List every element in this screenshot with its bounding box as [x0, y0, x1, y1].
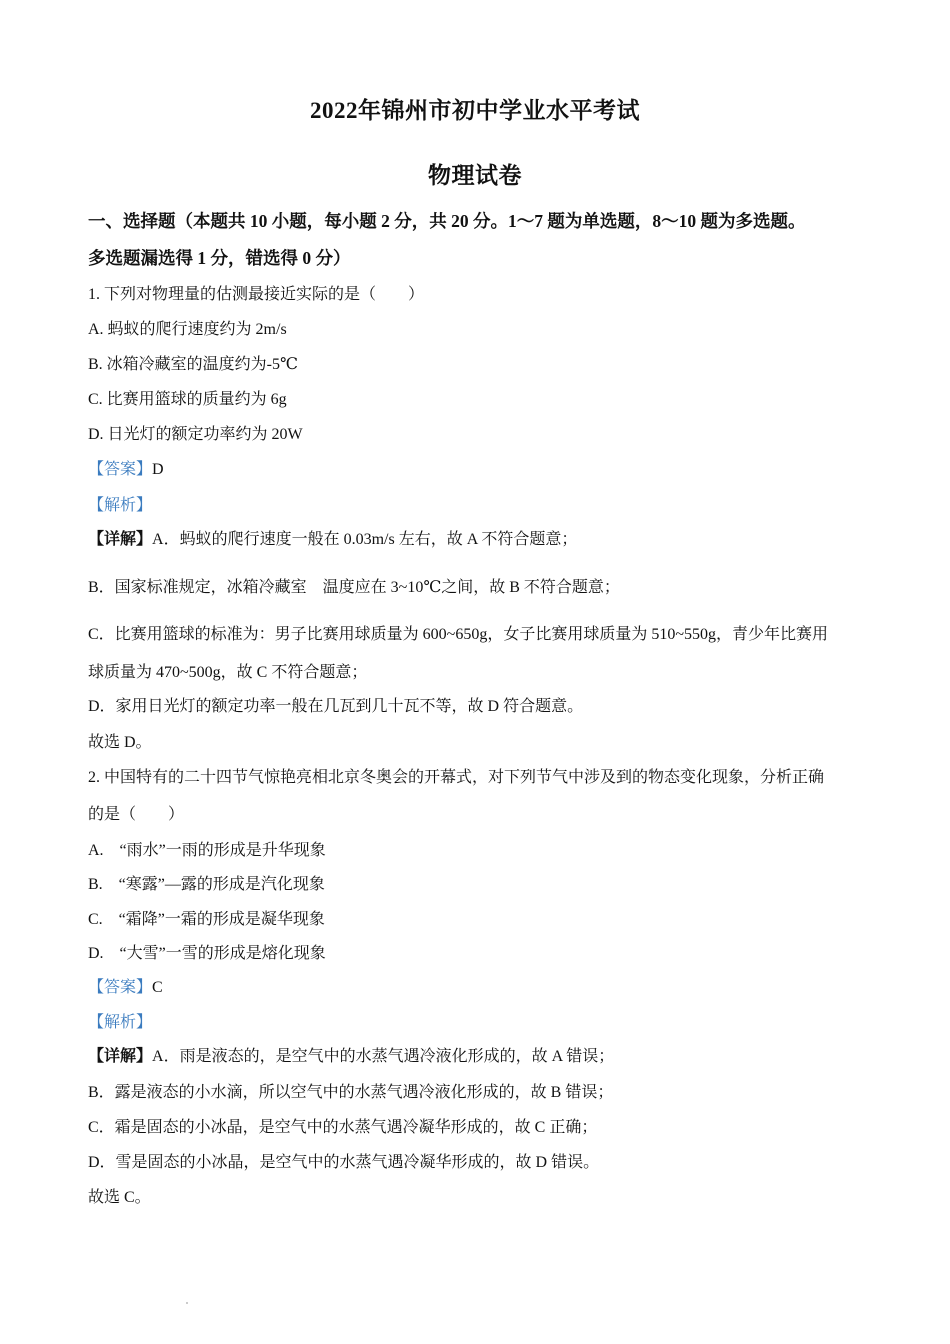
- footer-mark: [186, 1302, 188, 1304]
- q2-analysis-tag: 【解析】: [88, 1014, 153, 1031]
- q2-detail-tag: 【详解】: [88, 1048, 153, 1065]
- q1-option-a: A. 蚂蚁的爬行速度约为 2m/s: [88, 321, 287, 338]
- q2-answer-value: C: [152, 979, 163, 996]
- q2-detail-line-3: C．霜是固态的小冰晶，是空气中的水蒸气遇冷凝华形成的，故 C 正确；: [88, 1119, 598, 1136]
- q1-stem: 1. 下列对物理量的估测最接近实际的是（ ）: [88, 286, 425, 303]
- q1-detail-line-4: 球质量为 470~500g，故 C 不符合题意；: [88, 664, 368, 681]
- q2-conclusion: 故选 C。: [88, 1189, 151, 1206]
- q1-option-b: B. 冰箱冷藏室的温度约为-5℃: [88, 356, 298, 373]
- q1-conclusion: 故选 D。: [88, 734, 152, 751]
- q1-answer: [88, 460, 164, 480]
- q1-detail-line-3: C．比赛用篮球的标准为：男子比赛用球质量为 600~650g，女子比赛用球质量为 510~550g，青少年比赛用: [88, 626, 828, 643]
- q2-stem-line2: 的是（ ）: [88, 806, 185, 823]
- q1-analysis: [88, 496, 152, 516]
- q2-stem-line1: 2. 中国特有的二十四节气惊艳亮相北京冬奥会的开幕式，对下列节气中涉及到的物态变化现象，分析正确: [88, 769, 825, 786]
- q2-detail-line-2: B．露是液态的小水滴，所以空气中的水蒸气遇冷液化形成的，故 B 错误；: [88, 1084, 614, 1101]
- q1-analysis-tag: 【解析】: [88, 497, 153, 514]
- q1-detail-tag: 【详解】: [88, 531, 153, 548]
- q1-detail-line-5: D．家用日光灯的额定功率一般在几瓦到几十瓦不等，故 D 符合题意。: [88, 698, 584, 715]
- q1-detail-text-1: A．蚂蚁的爬行速度一般在 0.03m/s 左右，故 A 不符合题意；: [152, 531, 578, 548]
- q2-answer-tag: 【答案】: [88, 979, 153, 996]
- section-heading-line2: 多选题漏选得 1 分，错选得 0 分）: [88, 248, 351, 268]
- exam-title: 2022年锦州市初中学业水平考试: [310, 98, 640, 123]
- q1-detail-line-1: [88, 530, 577, 550]
- q2-detail-line-1: [88, 1047, 614, 1067]
- q2-option-d: D. “大雪”一雪的形成是熔化现象: [88, 945, 326, 962]
- q2-detail-line-4: D．雪是固态的小冰晶，是空气中的水蒸气遇冷凝华形成的，故 D 错误。: [88, 1154, 600, 1171]
- q2-analysis: [88, 1013, 152, 1033]
- q2-option-b: B. “寒露”—露的形成是汽化现象: [88, 876, 325, 893]
- q2-option-a: A. “雨水”一雨的形成是升华现象: [88, 842, 326, 859]
- q1-detail-line-2: B．国家标准规定，冰箱冷藏室 温度应在 3~10℃之间，故 B 不符合题意；: [88, 579, 620, 596]
- q2-option-c: C. “霜降”一霜的形成是凝华现象: [88, 911, 325, 928]
- exam-subtitle: 物理试卷: [428, 163, 522, 188]
- q1-answer-tag: 【答案】: [88, 461, 153, 478]
- q1-option-c: C. 比赛用篮球的质量约为 6g: [88, 391, 287, 408]
- section-heading-line1: 一、选择题（本题共 10 小题，每小题 2 分，共 20 分。1～7 题为单选题，8～10 题为多选题。: [88, 211, 806, 231]
- q2-detail-text-1: A．雨是液态的，是空气中的水蒸气遇冷液化形成的，故 A 错误；: [152, 1048, 615, 1065]
- q1-answer-value: D: [152, 461, 164, 478]
- q2-answer: [88, 978, 163, 998]
- q1-option-d: D. 日光灯的额定功率约为 20W: [88, 426, 303, 443]
